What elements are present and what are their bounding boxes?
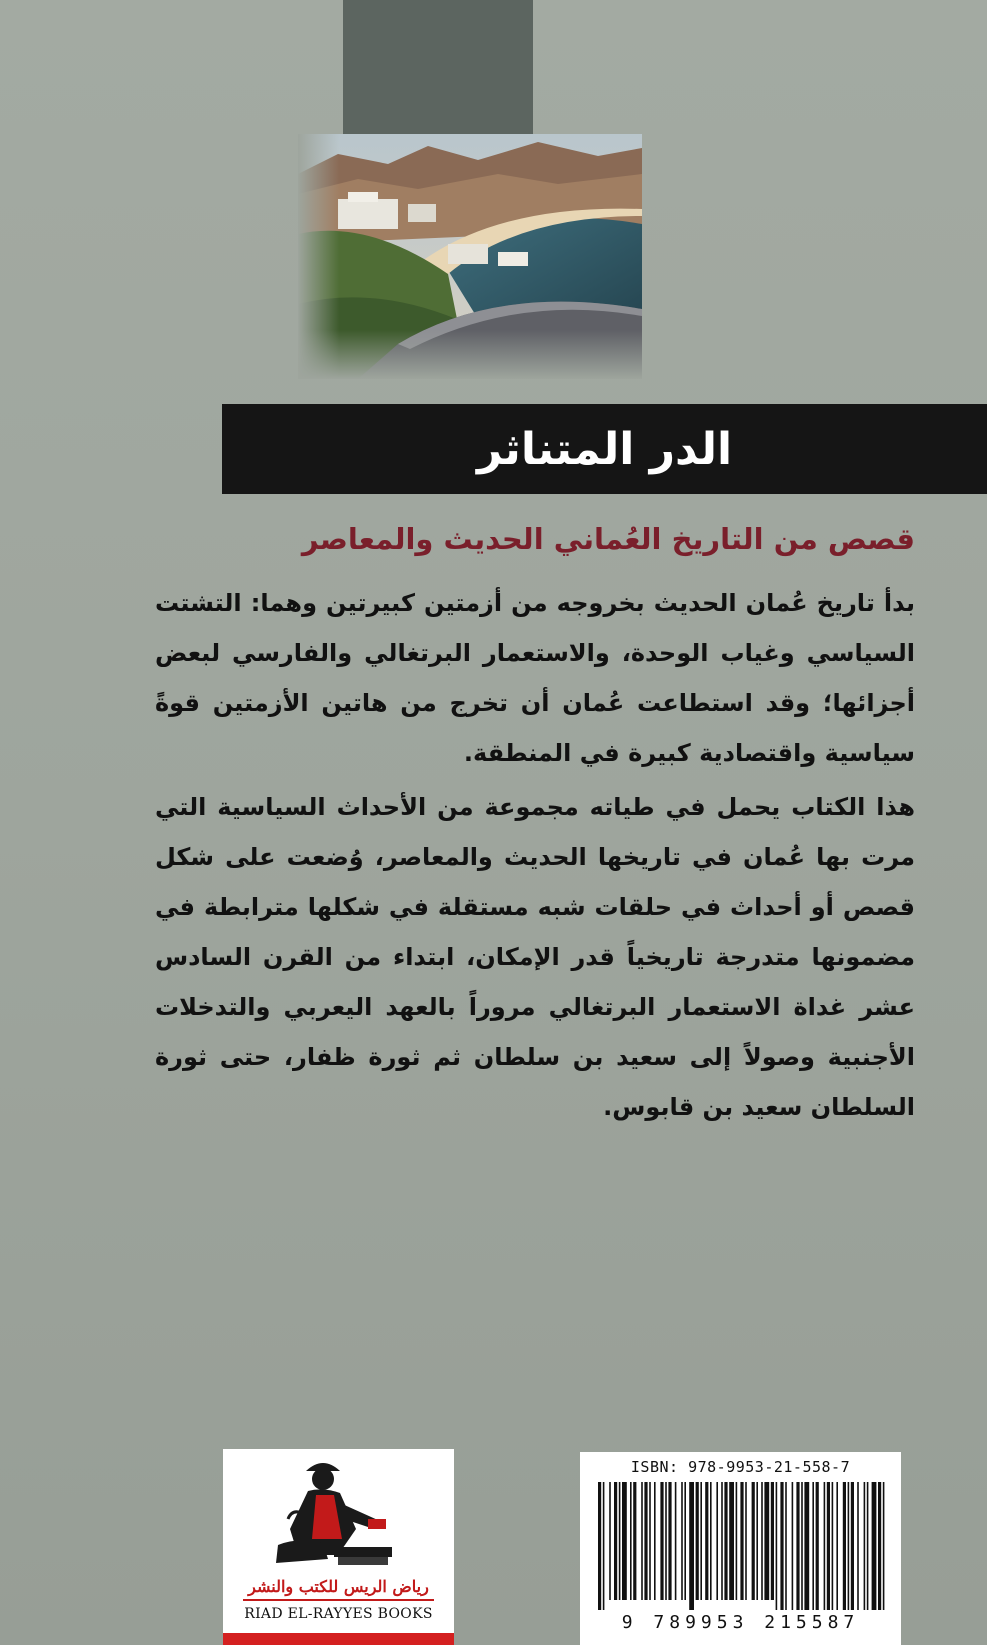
isbn-label: ISBN: 978-9953-21-558-7 [630, 1458, 851, 1476]
landscape-illustration [298, 134, 642, 379]
barcode-bar [812, 1482, 814, 1610]
barcode-bar [721, 1482, 723, 1600]
publisher-logo-panel [223, 1449, 454, 1645]
barcode-bar [614, 1482, 617, 1600]
barcode-bar [756, 1482, 758, 1600]
barcode-bar [700, 1482, 702, 1600]
barcode-bar [796, 1482, 799, 1610]
barcode-bar [836, 1482, 838, 1610]
isbn-barcode-panel [580, 1452, 901, 1645]
isbn-digits: 9 789953 215587 [621, 1612, 860, 1633]
barcode-bar [724, 1482, 727, 1600]
barcode-bar [598, 1482, 601, 1610]
barcode-bar [843, 1482, 846, 1610]
barcode-bar [878, 1482, 881, 1610]
barcode-bar [883, 1482, 885, 1610]
barcode-bar [633, 1482, 636, 1600]
barcode-bar [801, 1482, 803, 1610]
barcode-bar [729, 1482, 734, 1600]
barcode-bar [603, 1482, 605, 1610]
publisher-name-english: RIAD EL-RAYYES BOOKS [244, 1606, 433, 1622]
barcode-bar [792, 1482, 794, 1610]
barcode-bar [851, 1482, 854, 1610]
barcode-bar [630, 1482, 632, 1600]
synopsis-paragraph-1: بدأ تاريخ عُمان الحديث بخروجه من أزمتين كبيرتين وهما: التشتت السياسي وغياب الوحدة، والاستعمار البرتغالي والفارسي لبعض أجزائها؛ وقد استطاعت عُمان أن تخرج من هاتين الأزمتين قوةً سياسية واقتصادية كبيرة في المنطقة. [155, 589, 915, 767]
coastal-landscape-photo [298, 134, 642, 379]
barcode-bar [832, 1482, 834, 1610]
synopsis-paragraph-2: هذا الكتاب يحمل في طياته مجموعة من الأحداث السياسية التي مرت بها عُمان في تاريخها الحديث والمعاصر، وُضعت على شكل قصص أو أحداث في حلقات شبه مستقلة في شكلها مترابطة في مضمونها متدرجة تاريخياً قدر الإمكان، ابتداء من القرن السادس عشر غداة الاستعمار البرتغالي مروراً بالعهد اليعربي والتدخلات الأجنبية وصولاً إلى سعيد بن سلطان ثم ثورة ظفار، حتى ثورة السلطان سعيد بن قابوس. [155, 793, 915, 1121]
barcode-bar [622, 1482, 627, 1600]
barcode-icon [594, 1482, 887, 1610]
barcode-bar [705, 1482, 708, 1600]
barcode-bar [675, 1482, 677, 1600]
barcode-bar [872, 1482, 877, 1610]
barcode-bar [848, 1482, 850, 1610]
title-banner [222, 404, 987, 494]
top-color-strip [343, 0, 533, 148]
barcode-bar [785, 1482, 787, 1610]
barcode-bar [752, 1482, 755, 1600]
barcode-bar [681, 1482, 683, 1600]
barcode-bar [864, 1482, 866, 1610]
barcode-bar [609, 1482, 611, 1600]
barcode-bar [654, 1482, 656, 1600]
barcode-bar [641, 1482, 643, 1600]
barcode-bar [619, 1482, 621, 1600]
publisher-red-band [223, 1633, 454, 1645]
barcode-bar [649, 1482, 651, 1600]
barcode-bar [827, 1482, 830, 1610]
barcode-bar [776, 1482, 778, 1610]
barcode-bar [696, 1482, 699, 1600]
barcode-bar [824, 1482, 826, 1610]
barcode-bar [764, 1482, 769, 1600]
book-subtitle: قصص من التاريخ العُماني الحديث والمعاصر [301, 522, 915, 556]
barcode-bar [804, 1482, 809, 1610]
scholar-reading-logo-icon [268, 1459, 408, 1574]
barcode-bar [857, 1482, 859, 1610]
barcode-bar [740, 1482, 743, 1600]
barcode-bar [668, 1482, 671, 1600]
barcode-bar [745, 1482, 747, 1600]
publisher-name-arabic: رياض الريس للكتب والنشر [248, 1577, 429, 1596]
barcode-bar [684, 1482, 686, 1600]
barcode-bar [689, 1482, 694, 1610]
barcode-bar [867, 1482, 869, 1610]
barcode-bar [644, 1482, 647, 1600]
barcode-bar [761, 1482, 763, 1600]
barcode-bar [771, 1482, 774, 1600]
barcode-bar [710, 1482, 712, 1600]
barcode-bar [660, 1482, 663, 1600]
barcode-bar [736, 1482, 738, 1600]
publisher-divider [243, 1599, 434, 1601]
barcode-bar [716, 1482, 718, 1600]
book-title: الدر المتناثر [476, 423, 733, 475]
synopsis-text [155, 578, 915, 1136]
barcode-bar [665, 1482, 667, 1600]
barcode-bar [780, 1482, 783, 1610]
barcode-bar [816, 1482, 819, 1610]
